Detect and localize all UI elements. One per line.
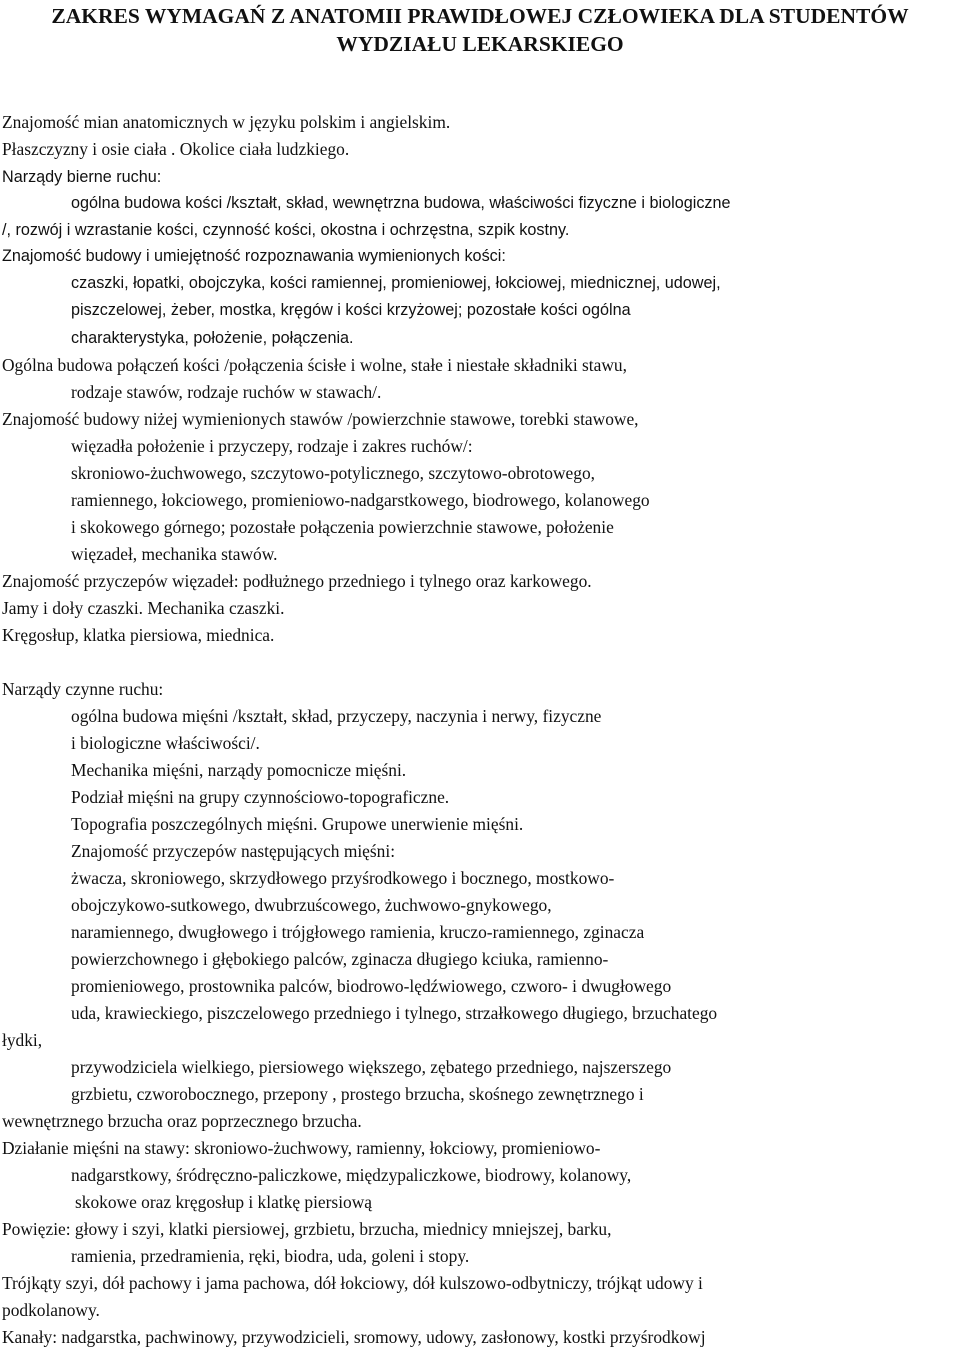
text-line: Powięzie: głowy i szyi, klatki piersiowej, grzbietu, brzucha, miednicy mniejszej, barku, bbox=[2, 1219, 612, 1239]
text-line: Kręgosłup, klatka piersiowa, miednica. bbox=[2, 625, 275, 645]
text-line: skroniowo-żuchwowego, szczytowo-potylicznego, szczytowo-obrotowego, bbox=[71, 463, 595, 483]
text-line: łydki, bbox=[2, 1030, 43, 1050]
section-heading-passive-locomotion: Narządy bierne ruchu: bbox=[2, 168, 162, 186]
text-line: więzadeł, mechanika stawów. bbox=[71, 544, 278, 564]
text-line: Ogólna budowa połączeń kości /połączenia ścisłe i wolne, stałe i niestałe składniki stawu, bbox=[2, 355, 627, 375]
text-line: Znajomość budowy i umiejętność rozpoznawania wymienionych kości: bbox=[2, 247, 506, 265]
text-line: piszczelowej, żeber, mostka, kręgów i kości krzyżowej; pozostałe kości ogólna bbox=[71, 301, 631, 319]
title-line-2: WYDZIAŁU LEKARSKIEGO bbox=[336, 32, 624, 56]
text-line: uda, krawieckiego, piszczelowego przedniego i tylnego, strzałkowego długiego, brzuchatego bbox=[71, 1003, 718, 1023]
text-line: naramiennego, dwugłowego i trójgłowego ramienia, kruczo-ramiennego, zginacza bbox=[71, 922, 645, 942]
text-line: nadgarstkowy, śródręczno-paliczkowe, międzypaliczkowe, biodrowy, kolanowy, bbox=[71, 1165, 632, 1185]
text-line: Znajomość przyczepów więzadeł: podłużnego przedniego i tylnego oraz karkowego. bbox=[2, 571, 592, 591]
text-line: i skokowego górnego; pozostałe połączenia powierzchnie stawowe, położenie bbox=[71, 517, 614, 537]
text-line: Znajomość przyczepów następujących mięśni: bbox=[71, 841, 396, 861]
text-line: podkolanowy. bbox=[2, 1300, 100, 1320]
text-line: charakterystyka, położenie, połączenia. bbox=[71, 329, 354, 347]
text-line: powierzchownego i głębokiego palców, zginacza długiego kciuka, ramienno- bbox=[71, 949, 609, 969]
text-line: promieniowego, prostownika palców, biodrowo-lędźwiowego, czworo- i dwugłowego bbox=[71, 976, 672, 996]
text-line: ogólna budowa kości /kształt, skład, wewnętrzna budowa, właściwości fizyczne i biologiczne bbox=[71, 194, 731, 212]
text-line: Kanały: nadgarstka, pachwinowy, przywodzicieli, sromowy, udowy, zasłonowy, kostki przyśrodkowj bbox=[2, 1327, 706, 1347]
text-line: rodzaje stawów, rodzaje ruchów w stawach/. bbox=[71, 382, 382, 402]
text-line: Podział mięśni na grupy czynnościowo-topograficzne. bbox=[71, 787, 450, 807]
text-line: Działanie mięśni na stawy: skroniowo-żuchwowy, ramienny, łokciowy, promieniowo- bbox=[2, 1138, 601, 1158]
text-line: przywodziciela wielkiego, piersiowego większego, zębatego przedniego, najszerszego bbox=[71, 1057, 672, 1077]
section-heading-active-locomotion: Narządy czynne ruchu: bbox=[2, 679, 164, 699]
text-line: ramiennego, łokciowego, promieniowo-nadgarstkowego, biodrowego, kolanowego bbox=[71, 490, 650, 510]
text-line: i biologiczne właściwości/. bbox=[71, 733, 260, 753]
text-line: Znajomość mian anatomicznych w języku polskim i angielskim. bbox=[2, 112, 451, 132]
title-line-1: ZAKRES WYMAGAŃ Z ANATOMII PRAWIDŁOWEJ CZŁOWIEKA DLA STUDENTÓW bbox=[51, 4, 909, 28]
text-line: wewnętrznego brzucha oraz poprzecznego brzucha. bbox=[2, 1111, 362, 1131]
text-line: czaszki, łopatki, obojczyka, kości ramiennej, promieniowej, łokciowej, miednicznej, udowej, bbox=[71, 274, 721, 292]
text-line: /, rozwój i wzrastanie kości, czynność kości, okostna i ochrzęstna, szpik kostny. bbox=[2, 221, 570, 239]
text-line: ogólna budowa mięśni /kształt, skład, przyczepy, naczynia i nerwy, fizyczne bbox=[71, 706, 602, 726]
text-line: Mechanika mięśni, narządy pomocnicze mięśni. bbox=[71, 760, 407, 780]
text-line: żwacza, skroniowego, skrzydłowego przyśrodkowego i bocznego, mostkowo- bbox=[71, 868, 615, 888]
text-line: grzbietu, czworobocznego, przepony , prostego brzucha, skośnego zewnętrznego i bbox=[71, 1084, 644, 1104]
text-line: Płaszczyzny i osie ciała . Okolice ciała ludzkiego. bbox=[2, 139, 350, 159]
text-line: Znajomość budowy niżej wymienionych stawów /powierzchnie stawowe, torebki stawowe, bbox=[2, 409, 639, 429]
text-line: Trójkąty szyi, dół pachowy i jama pachowa, dół łokciowy, dół kulszowo-odbytniczy, trójkąt udowy i bbox=[2, 1273, 703, 1293]
text-line: więzadła położenie i przyczepy, rodzaje i zakres ruchów/: bbox=[71, 436, 473, 456]
text-line: Jamy i doły czaszki. Mechanika czaszki. bbox=[2, 598, 285, 618]
text-line: ramienia, przedramienia, ręki, biodra, uda, goleni i stopy. bbox=[71, 1246, 470, 1266]
text-line: obojczykowo-sutkowego, dwubrzuścowego, żuchwowo-gnykowego, bbox=[71, 895, 552, 915]
text-line: Topografia poszczególnych mięśni. Grupowe unerwienie mięśni. bbox=[71, 814, 524, 834]
text-line: skokowe oraz kręgosłup i klatkę piersiową bbox=[75, 1192, 373, 1212]
